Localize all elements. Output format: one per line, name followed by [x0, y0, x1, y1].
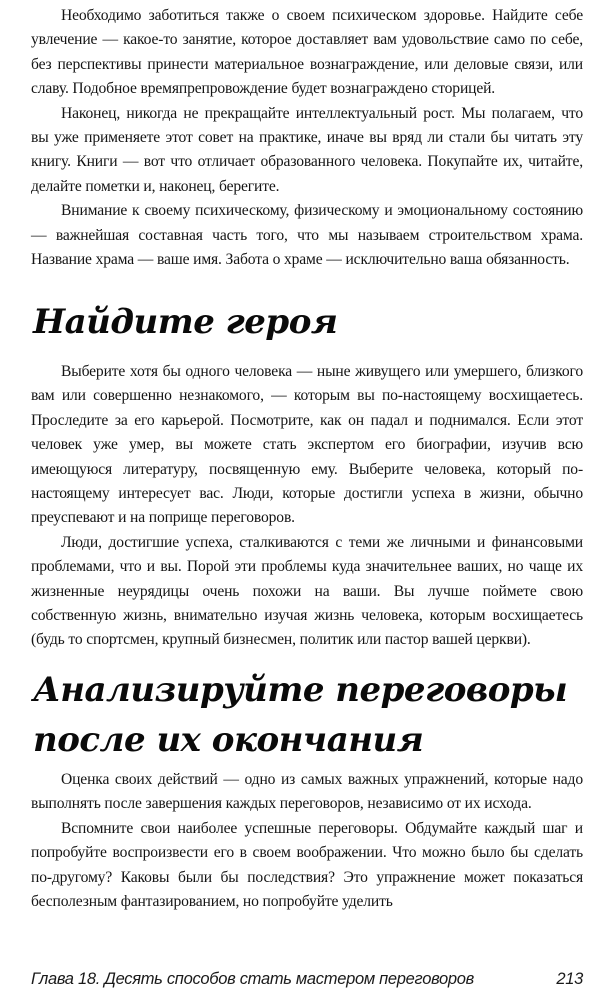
paragraph: Вспомните свои наиболее успешные переговоры. Обдумайте каждый шаг и попробуйте воспроизвести его в своем воображении. Что можно было бы сделать по-другому? Каковы были бы последствия? Это упражнение может показаться бесполезным фантазированием, но попробуйте уделить	[31, 819, 583, 911]
heading-analyze-negotiations	[33, 668, 567, 762]
paragraph: Оценка своих действий — одно из самых важных упражнений, которые надо выполнять после завершения каждых переговоров, независимо от их исхода.	[31, 771, 583, 813]
section-health-text	[31, 4, 583, 272]
paragraph: Внимание к своему психическому, физическому и эмоциональному состоянию — важнейшая составная часть того, что мы называем строительством храма. Название храма — ваше имя. Забота о храме — исключительно ваша обязанность.	[31, 202, 583, 269]
heading-line: Анализируйте переговоры	[33, 670, 568, 710]
section-hero-text	[31, 360, 583, 653]
paragraph: Выберите хотя бы одного человека — ныне живущего или умершего, близкого вам или совершенно незнакомого, — которым вы по-настоящему восхищаетесь. Проследите за его карьерой. Посмотрите, как он падал и поднимался. Если этот человек уже умер, вы можете стать экспертом его биографии, изучив всю имеющуюся литературу, посвященную ему. Выберите человека, который по-настоящему интересует вас. Люди, которые достигли успеха в жизни, обычно преуспевают и на поприще переговоров.	[31, 363, 583, 527]
chapter-title: Глава 18. Десять способов стать мастером переговоров	[31, 970, 474, 988]
paragraph: Люди, достигшие успеха, сталкиваются с теми же личными и финансовыми проблемами, что и вы. Порой эти проблемы куда значительнее ваших, но чаще их жизненные неурядицы очень похожи на ваши. Вы лучше поймете свою собственную жизнь, внимательно изучая жизнь человека, которым восхищаетесь (будь то спортсмен, крупный бизнесмен, политик или пастор вашей церкви).	[31, 533, 583, 649]
page-number: 213	[556, 970, 583, 988]
paragraph: Необходимо заботиться также о своем психическом здоровье. Найдите себе увлечение — какое-то занятие, которое доставляет вам удовольствие само по себе, без перспективы принести материальное вознаграждение, или деловые связи, или славу. Подобное времяпрепровождение будет вознаграждено сторицей.	[31, 7, 583, 98]
section-analysis-text	[31, 768, 583, 914]
heading-line: после их окончания	[33, 720, 424, 760]
heading-find-hero: Найдите героя	[33, 302, 338, 342]
page-footer	[31, 970, 583, 989]
paragraph: Наконец, никогда не прекращайте интеллектуальный рост. Мы полагаем, что вы уже применяете этот совет на практике, иначе вы вряд ли стали бы читать эту книгу. Книги — вот что отличает образованного человека. Покупайте их, читайте, делайте пометки и, наконец, берегите.	[31, 104, 583, 195]
